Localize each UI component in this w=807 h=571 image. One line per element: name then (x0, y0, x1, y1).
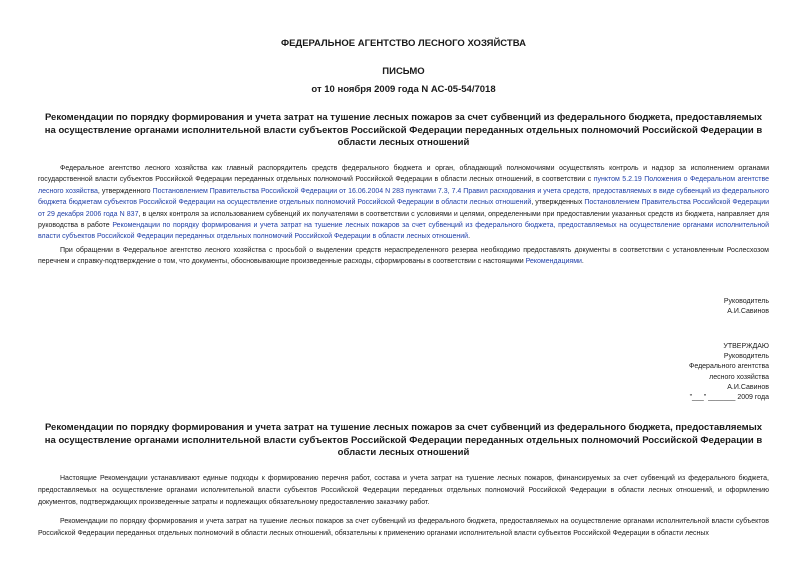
paragraph-4: Рекомендации по порядку формирования и учета затрат на тушение лесных пожаров за счет субвенций из федерального бюджета, предоставляемых на осуществление органами исполнительной власти субъектов Российской Федерации переданных отдельных полномочий в области лесных отношений, обязательны к применению органами исполнительной власти субъектов Российской Федерации в области лесных (38, 518, 769, 537)
paragraph-2-text-2: . (581, 258, 584, 266)
approval-line: Федерального агентства (689, 363, 769, 371)
document-date-number: от 10 ноября 2009 года N АС-05-54/7018 (311, 84, 496, 95)
signature-position: Руководитель (723, 298, 769, 305)
paragraph-1-text-2: , утвержденного (97, 187, 153, 195)
paragraph-3: Настоящие Рекомендации устанавливают единые подходы к формированию перечня работ, состава и учета затрат на тушение лесных пожаров, финансируемых за счет субвенций из федерального бюджета, предоставляемых на осуществление органами исполнительной власти субъектов Российской Федерации переданных отдельных полномочий Российской Федерации в области лесных отношений, и оформлению документов, подтверждающих произведенные затраты и подлежащих обязательному предоставлению заказчику работ. (38, 475, 769, 506)
paragraph-2-text-1: При обращении в Федеральное агентство лесного хозяйства с просьбой о выделении средств нераспределенного резерва необходимо предоставлять документы в соответствии с установленным Рослесхозом перечнем и справку-подтверждение о том, что документы, обосновывающие произведенные расходы, сформированы в соответствии с настоящими (38, 247, 769, 266)
link-recommendations-2[interactable]: Рекомендациями (525, 258, 582, 266)
paragraph-1-text-1: Федеральное агентство лесного хозяйства как главный распорядитель средств федерального бюджета и орган, обладающий полномочиями осуществлять контроль и надзор за исполнением органами государственной власти субъектов Российской Федерации переданных отдельных полномочий Российской Федерации в области лесных отношений, в соответствии с (38, 165, 769, 184)
approval-line: "___" _______ 2009 года (689, 394, 769, 402)
link-resolution-837[interactable]: Постановлением Правительства Российской Федерации от 29 декабря 2006 года N 837 (38, 199, 770, 218)
approval-line: лесного хозяйства (709, 373, 769, 381)
paragraph-1-text-5: , в целях контроля за использованием субвенций их получателями в соответствии с условиями и целями, определенными при предоставлении указанных средств из бюджета, направляет для руководства в работе (38, 210, 769, 230)
link-resolution-283[interactable]: Постановлением Правительства Российской Федерации от 16.06.2004 N 283 (152, 187, 404, 195)
approval-line: Руководитель (723, 353, 769, 361)
paragraph-2 (38, 245, 769, 268)
approval-line: А.И.Савинов (727, 383, 769, 391)
paragraph-1-text-6: . (468, 233, 471, 241)
link-recommendations[interactable]: Рекомендации по порядку формирования и учета затрат на тушение лесных пожаров за счет субвенций из федерального бюджета, предоставляемых на осуществление органами исполнительной власти субъектов Российской Федерации переданных отдельных полномочий Российской Федерации в области лесных отношений (38, 222, 769, 241)
link-rules-7-3-7-4[interactable]: пунктами 7.3, 7.4 Правил расходования и учета средств, предоставляемых в виде субвенций из федерального бюджета бюджетам субъектов Российской Федерации на осуществление отдельных полномочий Российской Федерации в области лесных отношений (38, 187, 770, 207)
paragraph-1-text-4: , утвержденных (531, 199, 585, 207)
link-regulation-5-2-19[interactable]: пунктом 5.2.19 Положения о Федеральном агентстве лесного хозяйства (38, 176, 769, 195)
approval-block (689, 342, 769, 403)
document-type: ПИСЬМО (382, 66, 425, 77)
document-title: Рекомендации по порядку формирования и учета затрат на тушение лесных пожаров за счет субвенций из федерального бюджета, предоставляемых на осуществление органами исполнительной власти субъектов Российской Федерации переданных отдельных полномочий Российской Федерации в области лесных отношений (44, 112, 763, 148)
agency-name: ФЕДЕРАЛЬНОЕ АГЕНТСТВО ЛЕСНОГО ХОЗЯЙСТВА (280, 38, 526, 49)
recommendations-title: Рекомендации по порядку формирования и учета затрат на тушение лесных пожаров за счет субвенций из федерального бюджета, предоставляемых на осуществление органами исполнительной власти субъектов Российской Федерации переданных отдельных полномочий Российской Федерации в области лесных отношений (44, 422, 763, 458)
signature-name: А.И.Савинов (727, 308, 769, 316)
paragraph-1 (38, 163, 769, 243)
signature-block (724, 297, 769, 317)
approval-line: УТВЕРЖДАЮ (723, 343, 769, 350)
